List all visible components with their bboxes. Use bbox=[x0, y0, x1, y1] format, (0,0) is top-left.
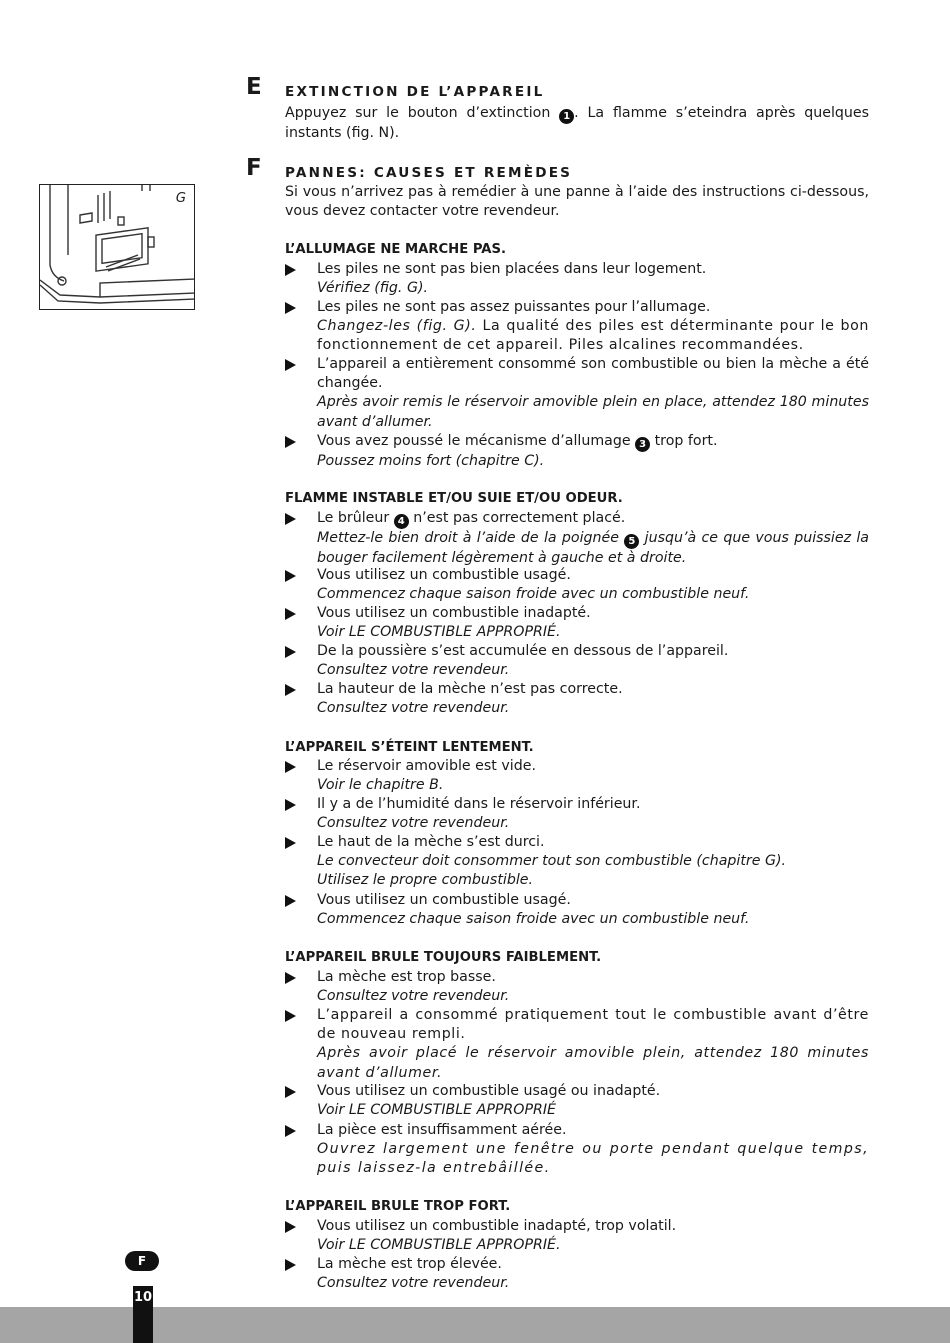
item-cause: L’appareil a entièrement consommé son combustible ou bien la mèche a été changée. bbox=[317, 356, 869, 392]
list-item bbox=[285, 1217, 869, 1255]
item-cause: De la poussière s’est accumulée en dessous de l’appareil. bbox=[317, 643, 729, 659]
item-cause: Les piles ne sont pas assez puissantes pour l’allumage. bbox=[317, 299, 711, 315]
list-item bbox=[285, 795, 869, 833]
section-e-text-after: . La flamme s’eteindra après quelques instants (fig. N). bbox=[285, 105, 870, 141]
item-remedy-before: Mettez-le bien droit à l’aide de la poignée bbox=[317, 530, 625, 546]
item-remedy: Commencez chaque saison froide avec un combustible neuf. bbox=[317, 586, 750, 603]
item-remedy-after: jusqu’à ce que vous puissiez la bouger facilement légèrement à gauche et à droite. bbox=[317, 530, 869, 566]
arrow-bullet-icon bbox=[285, 359, 296, 371]
item-cause: La mèche est trop élevée. bbox=[317, 1256, 502, 1272]
page-number: 10 bbox=[133, 1290, 153, 1305]
item-remedy: Voir LE COMBUSTIBLE APPROPRIÉ bbox=[317, 1102, 557, 1119]
group-heading-trop-fort: L’APPAREIL BRULE TROP FORT. bbox=[285, 1199, 511, 1214]
heater-battery-compartment-illustration bbox=[40, 185, 195, 310]
item-remedy: Commencez chaque saison froide avec un combustible neuf. bbox=[317, 911, 750, 928]
list-item bbox=[285, 833, 869, 891]
arrow-bullet-icon bbox=[285, 837, 296, 849]
item-cause bbox=[317, 432, 869, 452]
item-remedy: Consultez votre revendeur. bbox=[317, 662, 510, 679]
item-remedy: Poussez moins fort (chapitre C). bbox=[317, 453, 545, 469]
list-item bbox=[285, 680, 869, 718]
list-item bbox=[285, 968, 869, 1006]
section-e-text-before: Appuyez sur le bouton d’extinction bbox=[285, 105, 560, 121]
item-remedy: Après avoir remis le réservoir amovible plein en place, attendez 180 minutes avant d’allumer. bbox=[317, 394, 869, 430]
item-remedy bbox=[317, 529, 869, 568]
number-4-icon: 4 bbox=[394, 514, 409, 529]
item-cause: Le haut de la mèche s’est durci. bbox=[317, 834, 545, 850]
number-5-icon: 5 bbox=[624, 534, 639, 549]
item-cause-before: Le brûleur bbox=[317, 510, 394, 526]
list-item bbox=[285, 432, 869, 471]
list-item bbox=[285, 1082, 869, 1120]
item-remedy: Le convecteur doit consommer tout son combustible (chapitre G). bbox=[317, 853, 787, 870]
arrow-bullet-icon bbox=[285, 799, 296, 811]
arrow-bullet-icon bbox=[285, 1086, 296, 1098]
list-item bbox=[285, 1121, 869, 1179]
list-item bbox=[285, 1255, 869, 1293]
arrow-bullet-icon bbox=[285, 608, 296, 620]
group-heading-allumage: L’ALLUMAGE NE MARCHE PAS. bbox=[285, 242, 506, 257]
item-cause: Le réservoir amovible est vide. bbox=[317, 758, 536, 774]
list-item bbox=[285, 260, 869, 298]
item-cause: La mèche est trop basse. bbox=[317, 969, 496, 985]
item-remedy-second: Utilisez le propre combustible. bbox=[317, 872, 534, 889]
figure-label: G bbox=[175, 191, 186, 206]
arrow-bullet-icon bbox=[285, 761, 296, 773]
item-remedy-prefix: Changez-les (fig. G). bbox=[317, 318, 477, 335]
list-item bbox=[285, 509, 869, 568]
arrow-bullet-icon bbox=[285, 646, 296, 658]
arrow-bullet-icon bbox=[285, 684, 296, 696]
section-f-intro: Si vous n’arrivez pas à remédier à une panne à l’aide des instructions ci-dessous, vous devez contacter votre revendeur. bbox=[285, 184, 869, 220]
item-cause: Vous utilisez un combustible usagé ou inadapté. bbox=[317, 1083, 661, 1099]
group-heading-flamme: FLAMME INSTABLE ET/OU SUIE ET/OU ODEUR. bbox=[285, 491, 623, 506]
arrow-bullet-icon bbox=[285, 1221, 296, 1233]
item-cause: Les piles ne sont pas bien placées dans leur logement. bbox=[317, 261, 707, 277]
item-remedy: Voir le chapitre B. bbox=[317, 777, 444, 794]
figure-g bbox=[39, 184, 195, 310]
item-cause-after: trop fort. bbox=[650, 433, 718, 449]
item-remedy-rest: La qualité des piles est déterminante pour le bon fonctionnement de cet appareil. Piles alcalines recommandées. bbox=[317, 318, 870, 354]
item-cause: Vous utilisez un combustible usagé. bbox=[317, 567, 571, 583]
list-item bbox=[285, 604, 869, 642]
arrow-bullet-icon bbox=[285, 436, 296, 448]
list-item bbox=[285, 298, 869, 356]
list-item bbox=[285, 1006, 869, 1083]
arrow-bullet-icon bbox=[285, 1010, 296, 1022]
item-cause-after: n’est pas correctement placé. bbox=[408, 510, 626, 526]
list-item bbox=[285, 757, 869, 795]
section-letter-e: E bbox=[246, 74, 262, 100]
item-remedy: Ouvrez largement une fenêtre ou porte pendant quelque temps, puis laissez-la entrebâillée. bbox=[317, 1141, 869, 1177]
number-1-icon: 1 bbox=[559, 109, 574, 124]
number-3-icon: 3 bbox=[635, 437, 650, 452]
item-remedy: Consultez votre revendeur. bbox=[317, 700, 510, 717]
item-cause: Vous utilisez un combustible inadapté. bbox=[317, 605, 591, 621]
arrow-bullet-icon bbox=[285, 264, 296, 276]
language-badge: F bbox=[125, 1251, 159, 1271]
item-remedy: Consultez votre revendeur. bbox=[317, 988, 510, 1005]
arrow-bullet-icon bbox=[285, 1259, 296, 1271]
list-item bbox=[285, 891, 869, 929]
arrow-bullet-icon bbox=[285, 513, 296, 525]
item-remedy: Après avoir placé le réservoir amovible plein, attendez 180 minutes avant d’allumer. bbox=[317, 1045, 869, 1081]
arrow-bullet-icon bbox=[285, 1125, 296, 1137]
list-item bbox=[285, 566, 869, 604]
section-e-text bbox=[285, 104, 869, 143]
item-cause: La hauteur de la mèche n’est pas correcte. bbox=[317, 681, 623, 697]
section-title-f: PANNES: CAUSES ET REMÈDES bbox=[285, 165, 573, 181]
item-remedy: Voir LE COMBUSTIBLE APPROPRIÉ. bbox=[317, 624, 561, 641]
group-heading-faiblement: L’APPAREIL BRULE TOUJOURS FAIBLEMENT. bbox=[285, 950, 602, 965]
arrow-bullet-icon bbox=[285, 570, 296, 582]
item-cause bbox=[317, 509, 869, 529]
group-heading-eteint: L’APPAREIL S’ÉTEINT LENTEMENT. bbox=[285, 740, 534, 755]
section-title-e: EXTINCTION DE L’APPAREIL bbox=[285, 84, 545, 100]
item-cause: Il y a de l’humidité dans le réservoir inférieur. bbox=[317, 796, 641, 812]
item-cause: La pièce est insuffisamment aérée. bbox=[317, 1122, 567, 1138]
list-item bbox=[285, 642, 869, 680]
item-cause: Vous utilisez un combustible usagé. bbox=[317, 892, 571, 908]
item-remedy: Consultez votre revendeur. bbox=[317, 1275, 510, 1292]
item-cause: Vous utilisez un combustible inadapté, trop volatil. bbox=[317, 1218, 677, 1234]
item-cause-before: Vous avez poussé le mécanisme d’allumage bbox=[317, 433, 636, 449]
item-remedy: Voir LE COMBUSTIBLE APPROPRIÉ. bbox=[317, 1237, 561, 1254]
list-item bbox=[285, 355, 869, 432]
item-cause: L’appareil a consommé pratiquement tout le combustible avant d’être de nouveau rempli. bbox=[317, 1007, 869, 1043]
arrow-bullet-icon bbox=[285, 972, 296, 984]
item-remedy: Consultez votre revendeur. bbox=[317, 815, 510, 832]
item-remedy: Vérifiez (fig. G). bbox=[317, 280, 428, 297]
arrow-bullet-icon bbox=[285, 302, 296, 314]
arrow-bullet-icon bbox=[285, 895, 296, 907]
section-letter-f: F bbox=[246, 155, 262, 181]
